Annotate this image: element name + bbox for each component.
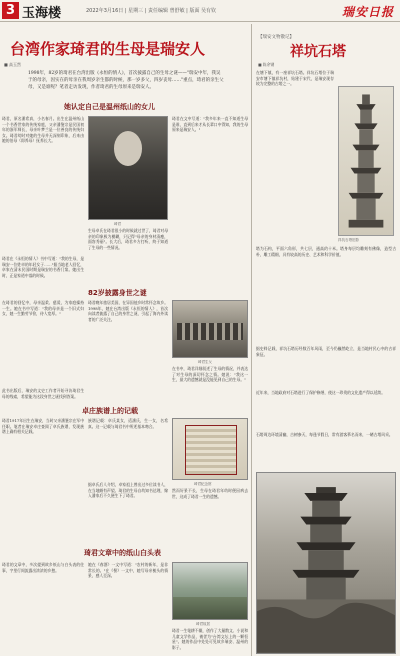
section-1-para-4: 琦君在文中写道："我多年来一直不知道生母是谁，直到后来才从长辈口中得知，我的生母原来是瑞安人。" [172, 116, 248, 133]
left-article [2, 24, 250, 656]
photo-caption-3: 琦君纪念馆 [194, 482, 212, 486]
photo-caption-2: 琦君生父 [198, 360, 212, 364]
photo-stone-pagoda [338, 86, 394, 236]
section-3-para-4: 然而好景不长，生母在琦君年幼时便因病去世，这成了琦君一生的遗憾。 [172, 488, 248, 499]
page-number-badge: 3 [2, 2, 19, 19]
article-headline: 台湾作家琦君的生母是瑞安人 [10, 40, 206, 58]
section-1-para-3: 生母卓氏在琦君很小的时候就过世了，琦君对母亲的印象极为模糊，只记得"母亲的身材清瘦，面容秀丽"。长大后，琦君多方打听，终于知道了生母的一些情况。 [88, 228, 168, 250]
right-para-3: 据史料记载，祥坑石塔历经数百年风雨，至今仍巍然屹立，是当地村民心中的吉祥象征。 [256, 346, 396, 357]
section-title-1: 她认定自己是温州纸山的女儿 [64, 103, 155, 111]
section-4-para-1: 琦君的文章中，多次提到故乡纸山与白头表的往事，字里行间流露出浓浓的乡愁。 [2, 562, 84, 573]
photo-memorial-hall [172, 418, 248, 480]
section-1-para-2: 琦君在《永恒的情人》书中写道："我的生母，是瑞安一位姓卓的年轻女子……"据当地老人回忆，卓家在清末民国时期是瑞安的书香门第。她出生时，正是家道中落的时候。 [2, 256, 84, 278]
section-title-2: 82岁披露身世之谜 [88, 289, 147, 297]
right-para-5: 石塔周边环境清幽，古树参天，每逢节假日，常有游客慕名而来，一睹古塔风采。 [256, 432, 393, 437]
right-article-byline: ■ 陈余钢 [258, 62, 275, 67]
section-2-para-4: 此书出版后，瑞安的文史工作者开始寻访琦君生母的线索，希望能为这段身世之谜找到答案。 [2, 388, 84, 399]
right-article-headline: 祥坑石塔 [290, 44, 346, 60]
pagoda-illustration [339, 87, 393, 235]
photo-caption-1: 琦君 [114, 222, 121, 226]
old-pagoda-illustration [257, 473, 395, 653]
right-para-2: 塔为石构，平面六角形，共七层，通高约十米。塔身每层均雕刻有佛像，造型古朴，雕工精细，具有较高的历史、艺术和科学价值。 [256, 246, 396, 257]
section-2-para-1: 在琦君的回忆中，母亲温柔、慈爱，为家庭操持一生。她在书中写道："我的母亲是一个旧式妇女，她一生勤劳节俭，待人宽厚。" [2, 300, 84, 317]
photo-family-group [172, 300, 248, 358]
right-para-1: 在塘下镇，有一座祥坑石塔。祥坑石塔位于瑞安市塘下镇祥坑村，始建于宋代，是瑞安现存较为完整的古塔之一。 [256, 70, 334, 87]
article-byline: ■ 高玉然 [4, 62, 22, 67]
section-1-para-1: 琦君，原名潘希真，小名春月。出生在温州纸山一个书香世家的传统家庭，父亲潘鉴宗是民国初年的浙军师长，母亲叶梦兰是一位善良的传统妇女。琦君幼时对她的生母并无深刻印象，后来由她的伯母（即养母）抚养长大。 [2, 116, 84, 144]
date-line: 2022年3月16日 | 星期三 | 责任编辑 曾舒敏 | 版面 吴有钦 [86, 8, 217, 14]
photo-qijun-portrait [88, 116, 168, 220]
page-section-name: 玉海楼 [22, 6, 62, 21]
section-3-para-3: 据卓氏后人介绍，卓家祖上曾出过多位读书人，在当地颇有声望。琦君的生母自幼知书达理，嫁入潘家后不久便生下了琦君。 [88, 482, 168, 499]
photo-former-residence [172, 562, 248, 620]
section-4-para-3: 琦君一生笔耕不辍，创作了大量散文、小说和儿童文学作品，被誉为"台湾文坛上的一颗恒星"。她的作品中处处可见故乡瑞安、温州的影子。 [172, 628, 248, 650]
column-divider [251, 24, 252, 656]
right-article [254, 24, 398, 656]
section-2-para-3: 在书中，琦君详细叙述了生母的情况，并表达了对生母的深切怀念之情。她说："我这一生，最大的遗憾就是没能见到自己的生母。" [172, 366, 248, 383]
page-masthead [0, 0, 400, 22]
photo-caption-4: 琦君故居 [196, 622, 210, 626]
right-para-4: 近年来，当地政府对石塔进行了保护修缮，使这一珍贵的文化遗产得以延续。 [256, 390, 386, 395]
section-3-para-2: 族谱记载：卓氏某女，适潘氏，生一女，名希真。这一记载与琦君书中所述基本吻合。 [88, 418, 168, 429]
section-3-para-1: 琦君1917年出生在瑞安，当时父亲潘鉴宗在军中任职。笔者在瑞安卓庄查阅了卓氏族谱，发现族谱上确有相关记载。 [2, 418, 84, 435]
pagoda-caption: 祥坑石塔旧影 [338, 238, 359, 242]
section-2-para-2: 琦君晚年旅居美国，在异国他乡时常怀念故乡。1998年，她在台湾出版《永恒的情人》，首次向读者披露了自己的身世之谜，引起了海内外读者的广泛关注。 [88, 300, 168, 322]
section-title-3: 卓庄族谱上的记载 [82, 407, 138, 415]
article-lead: 1998年，82岁的琦君在台湾出版《永恒的情人》，首次披露自己的生母之谜——"瑞安中年，我吴于的母亲，因实在的母亲在我周岁亲生都的时候，那一岁多父，四岁丧母……"重点，琦君的亲生父母，又是谁呢？笔者走访发现，作者琦君的生母原来是瑞安人。 [28, 71, 224, 90]
section-4-para-2: 她在《春酒》一文中写道："农村的新年，是非常长的。"在《髻》一文中，她写母亲梳头的情景，感人至深。 [88, 562, 168, 579]
section-title-4: 琦君文章中的纸山白头表 [84, 549, 161, 557]
newspaper-logo: 瑞安日报 [341, 5, 394, 19]
photo-pagoda-old [256, 472, 396, 654]
column-tag: 【瑞安文物散记】 [258, 35, 294, 40]
